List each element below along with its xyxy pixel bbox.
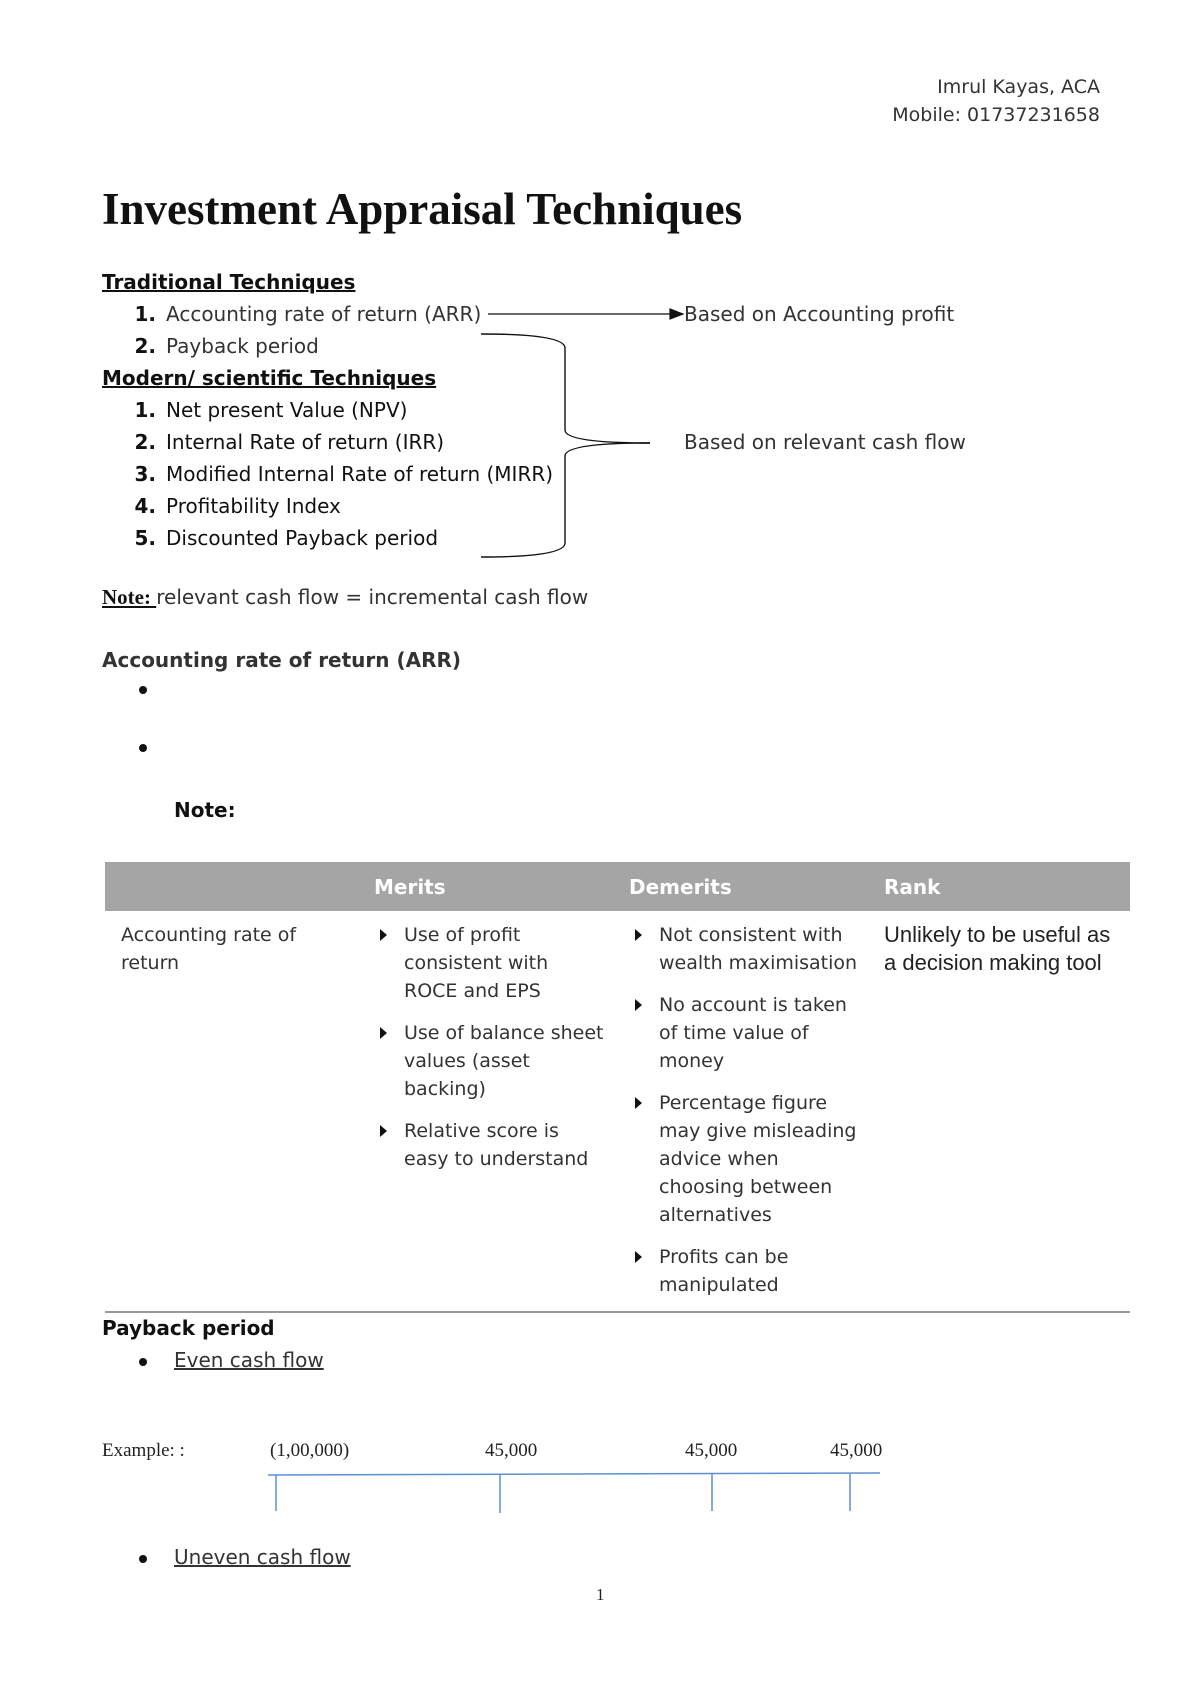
row-label (105, 911, 358, 1312)
demerit-text: Not consistent with wealth maximisation (659, 924, 858, 974)
item-number: 2. (134, 430, 156, 454)
triangle-bullet-icon (380, 929, 387, 941)
even-cash-flow-label: Even cash flow (174, 1348, 324, 1372)
modern-heading: Modern/ scientific Techniques (102, 366, 437, 390)
note-line (102, 585, 588, 610)
cash-flow-value: 45,000 (685, 1440, 738, 1461)
bullet-icon (139, 686, 147, 694)
page-title: Investment Appraisal Techniques (102, 184, 743, 234)
item-label: Accounting rate of return (ARR) (166, 302, 482, 326)
uneven-cash-flow-label: Uneven cash flow (174, 1545, 351, 1569)
demerit-item (629, 1243, 860, 1299)
table-header-demerits: Demerits (613, 862, 868, 911)
table-header-rank: Rank (868, 862, 1130, 911)
merit-text: Use of balance sheet values (asset backing) (404, 1022, 604, 1100)
author-mobile: Mobile: 01737231658 (892, 104, 1100, 126)
bullet-icon (139, 1555, 147, 1563)
triangle-bullet-icon (635, 929, 642, 941)
note-text: relevant cash flow = incremental cash flow (156, 585, 589, 609)
triangle-bullet-icon (380, 1027, 387, 1039)
example-label: Example: : (102, 1440, 185, 1461)
item-label: Discounted Payback period (166, 526, 439, 550)
merit-item (374, 1117, 605, 1173)
table-row (105, 911, 1130, 1312)
demerits-cell (613, 911, 868, 1312)
arr-arrow (488, 309, 683, 319)
arr-section-heading: Accounting rate of return (ARR) (102, 648, 462, 672)
note-label: Note: (102, 585, 157, 609)
item-number: 4. (134, 494, 156, 518)
item-number: 2. (134, 334, 156, 358)
payback-heading: Payback period (102, 1316, 275, 1340)
timeline-axis (268, 1473, 880, 1475)
demerit-text: Percentage figure may give misleading advice when choosing between alternatives (659, 1092, 857, 1226)
table-header-row (105, 862, 1130, 911)
merit-text: Relative score is easy to understand (404, 1120, 589, 1170)
triangle-bullet-icon (635, 1097, 642, 1109)
item-number: 5. (134, 526, 156, 550)
item-label: Modified Internal Rate of return (MIRR) (166, 462, 554, 486)
triangle-bullet-icon (380, 1125, 387, 1137)
demerit-item (629, 921, 860, 977)
cash-flow-value: 45,000 (830, 1440, 883, 1461)
item-label: Internal Rate of return (IRR) (166, 430, 445, 454)
rank-text: Unlikely to be useful as a decision making tool (884, 922, 1111, 975)
arr-basis-label: Based on Accounting profit (684, 302, 955, 326)
demerit-text: Profits can be manipulated (659, 1246, 789, 1296)
curly-brace (481, 334, 650, 557)
merit-text: Use of profit consistent with ROCE and EPS (404, 924, 549, 1002)
cash-flow-value: (1,00,000) (270, 1440, 350, 1461)
cash-flow-timeline (260, 1465, 900, 1515)
author-name: Imrul Kayas, ACA (937, 76, 1100, 98)
table-header-merits: Merits (358, 862, 613, 911)
demerit-item (629, 991, 860, 1075)
merits-cell (358, 911, 613, 1312)
arr-note-label: Note: (174, 798, 236, 822)
traditional-heading: Traditional Techniques (102, 270, 356, 294)
merit-item (374, 921, 605, 1005)
arr-merits-table (105, 862, 1130, 1313)
item-number: 1. (134, 302, 156, 326)
item-label: Net present Value (NPV) (166, 398, 408, 422)
page-number: 1 (596, 1585, 605, 1604)
item-number: 3. (134, 462, 156, 486)
triangle-bullet-icon (635, 999, 642, 1011)
item-label: Payback period (166, 334, 319, 358)
bullet-icon (139, 1358, 147, 1366)
row-label-text: Accounting rate of return (121, 924, 297, 974)
triangle-bullet-icon (635, 1251, 642, 1263)
merit-item (374, 1019, 605, 1103)
item-number: 1. (134, 398, 156, 422)
demerit-item (629, 1089, 860, 1229)
relevant-cash-flow-basis-label: Based on relevant cash flow (684, 430, 966, 454)
demerit-text: No account is taken of time value of money (659, 994, 847, 1072)
bullet-icon (139, 744, 147, 752)
technique-connectors (0, 0, 1200, 600)
cash-flow-value: 45,000 (485, 1440, 538, 1461)
item-label: Profitability Index (166, 494, 341, 518)
rank-cell (868, 911, 1130, 1312)
table-header-cell (105, 862, 358, 911)
